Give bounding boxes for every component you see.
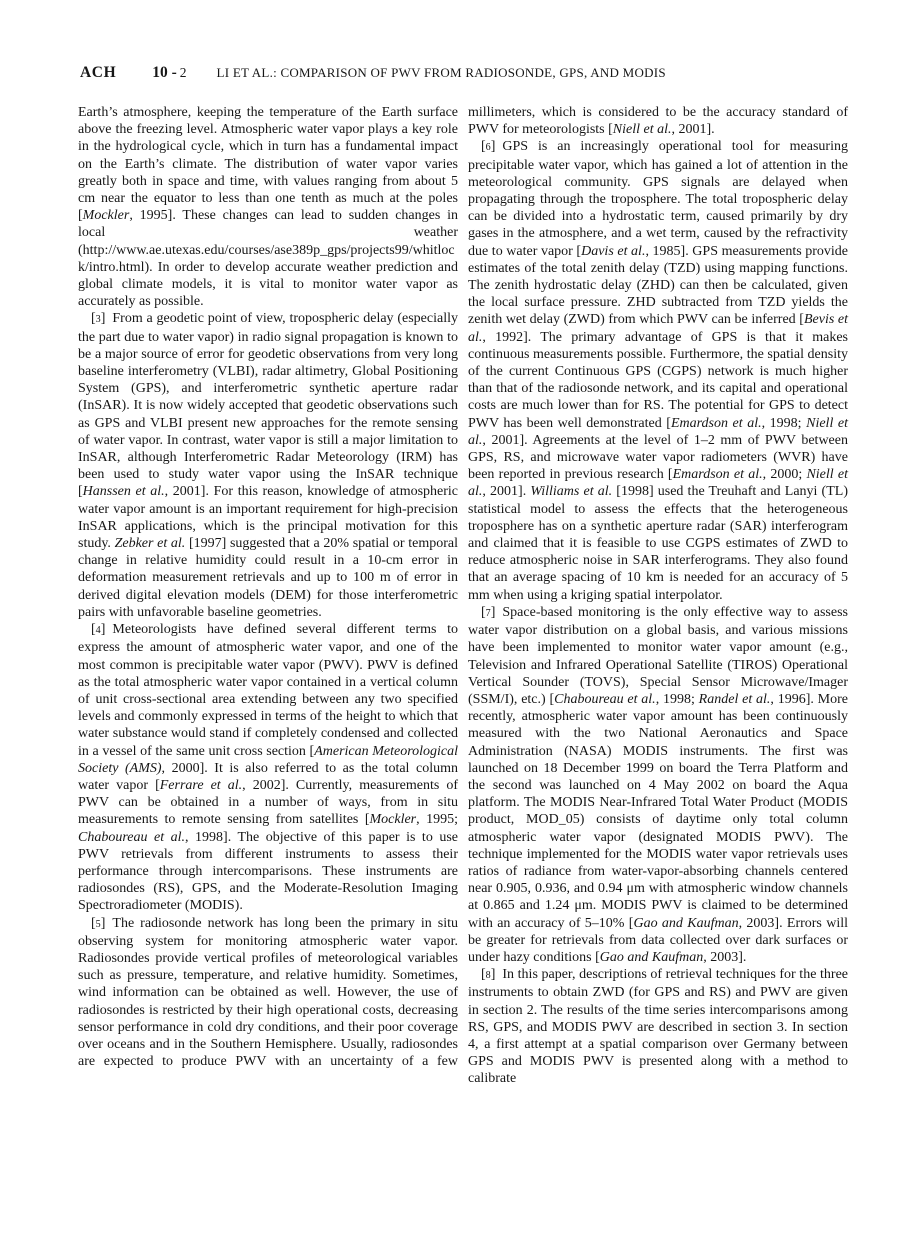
paragraph-continuation: Earth’s atmosphere, keeping the temperature of the Earth surface above the freezing level. Atmospheric water vapor plays a key role in the hydrological cycle, which in turn has a fundamental impact on the Earth’s climate. The distribution of water vapor varies greatly both in space and time, with values ranging from about 5 cm near the equator to less than one tenth as much at the poles [Mockler, 1995]. These changes can lead to sudden changes in local weather (http://www.ae.utexas.edu/courses/ase389p_gps/projects99/whitlock/intro.html). In order to develop accurate weather prediction and global climate models, it is vital to monitor water vapor as accurately as possible. <box>78 105 458 310</box>
paragraph-continuation: millimeters, which is considered to be the accuracy standard of PWV for meteorologists [Niell et al., 2001]. <box>468 105 848 138</box>
italic-citation: Williams et al. <box>530 484 613 500</box>
page-number: 2 <box>179 65 187 80</box>
italic-citation: Gao and Kaufman <box>599 949 704 965</box>
italic-citation: Davis et al. <box>581 243 646 259</box>
paragraph-number-digit: 5 <box>95 918 101 930</box>
paragraph-number-digit: 6 <box>485 142 491 154</box>
article-label: 10 - <box>152 64 177 81</box>
paragraph-number-digit: 7 <box>485 607 491 619</box>
paragraph-8: [8] In this paper, descriptions of retrieval techniques for the three instruments to obtain ZWD (for GPS and RS) and PWV are given in section 2. The results of the time series intercomparisons among RS, GPS, and MODIS PWV are described in section 3. In section 4, a first attempt at a spatial comparison over Germany between GPS and MODIS PWV is presented along with a method to calibrate <box>468 967 848 1087</box>
italic-citation: Hanssen et al. <box>82 484 165 500</box>
italic-citation: Emardson et al. <box>670 415 762 431</box>
italic-citation: Emardson et al. <box>672 467 763 483</box>
paragraph-7: [7] Space-based monitoring is the only effective way to assess water vapor distribution on a global basis, and various missions have been implemented to monitor water vapor amount (e.g., Television and Infrared Operational Satellite (TIROS) Operational Vertical Sounder (TOVS), Special Sensor Microwave/Imager (SSM/I), etc.) [Chaboureau et al., 1998; Randel et al., 1996]. More recently, atmospheric water vapor amount has been continuously measured with the two National Aeronautics and Space Administration (NASA) MODIS instruments. The first was launched on 18 December 1999 on board the Terra Platform and the second was launched on 4 May 2002 on board the Aqua platform. The MODIS Near-Infrared Total Water Product (MODIS product, MOD_05) consists of daytime only total column atmospheric water vapor (designated MODIS PWV). The technique implemented for the MODIS water vapor retrievals uses ratios of radiance from water-vapor-absorbing channels centered near 0.905, 0.936, and 0.94 μm with atmospheric window channels at 0.865 and 1.24 μm. MODIS PWV is claimed to be determined with an accuracy of 5–10% [Gao and Kaufman, 2003]. Errors will be greater for retrievals from data collected over dark surfaces or under hazy conditions [Gao and Kaufman, 2003]. <box>468 604 848 965</box>
italic-citation: American Meteorological Society (AMS) <box>78 743 459 776</box>
column-right <box>468 104 848 1088</box>
running-title: LI ET AL.: COMPARISON OF PWV FROM RADIOSONDE, GPS, AND MODIS <box>216 65 666 80</box>
paragraph-number: [7] <box>481 604 496 620</box>
paragraph-number-digit: 8 <box>485 970 491 982</box>
paragraph-number: [5] <box>91 915 106 931</box>
paragraph-number: [4] <box>91 622 106 638</box>
paragraph-number-digit: 3 <box>95 314 101 326</box>
italic-citation: Ferrare et al. <box>159 777 243 793</box>
italic-citation: Bevis et al. <box>468 312 849 345</box>
italic-citation: Niell et al. <box>468 415 848 448</box>
running-header <box>80 64 852 82</box>
paragraph-number: [3] <box>91 311 106 327</box>
italic-citation: Randel et al. <box>698 691 771 707</box>
paragraph-4: [4] Meteorologists have defined several different terms to express the amount of atmospheric water vapor, and one of the most common is precipitable water vapor (PWV). PWV is defined as the total atmospheric water vapor contained in a vertical column of unit cross-sectional area extending between any two specified levels and commonly expressed in terms of the height to which that water substance would stand if completely condensed and collected in a vessel of the same unit cross section [American Meteorological Society (AMS), 2000]. It is also referred to as the total column water vapor [Ferrare et al., 2002]. Currently, measurements of PWV can be obtained in a number of ways, from in situ measurements to remote sensing from satellites [Mockler, 1995; Chaboureau et al., 1998]. The objective of this paper is to use PWV retrievals from different instruments to assess their performance through intercomparisons. These instruments are radiosondes (RS), GPS, and the Moderate-Resolution Imaging Spectroradiometer (MODIS). <box>78 622 459 914</box>
paragraph-number: [6] <box>481 139 496 155</box>
italic-citation: Gao and Kaufman <box>633 915 739 931</box>
italic-citation: Niell et al. <box>612 122 672 138</box>
paragraph-6: [6] GPS is an increasingly operational tool for measuring precipitable water vapor, which has gained a lot of attention in the meteorological community. GPS signals are delayed when propagating through the troposphere. The total tropospheric delay can be divided into a hydrostatic term, caused primarily by dry gases in the atmosphere, and a wet term, caused by the refractivity due to water vapor [Davis et al., 1985]. GPS measurements provide estimates of the total zenith delay (TZD) using mapping functions. The zenith hydrostatic delay (ZHD) can then be calculated, given the local surface pressure. ZHD subtracted from TZD yields the zenith wet delay (ZWD) from which PWV can be inferred [Bevis et al., 1992]. The primary advantage of GPS is that it makes continuous measurements possible. Furthermore, the spatial density of the current Continuous GPS (CGPS) network is much higher than that of the radiosonde network, and its capital and operational costs are much lower than for RS. The potential for GPS to detect PWV has been well demonstrated [Emardson et al., 1998; Niell et al., 2001]. Agreements at the level of 1–2 mm of PWV between GPS, RS, and microwave water vapor radiometers (WVR) have been reported in previous research [Emardson et al., 2000; Niell et al., 2001]. Williams et al. [1998] used the Treuhaft and Lanyi (TL) statistical model to assess the effects that the heterogeneous troposphere has on a synthetic aperture radar (SAR) interferogram and claimed that it is feasible to use CGPS estimates of ZWD to reduce atmospheric noise in SAR interferograms. They also found that an average spacing of 10 km is needed for an accuracy of 5 mm when using a kriging spatial interpolator. <box>468 139 849 603</box>
column-left <box>78 104 458 1088</box>
paragraph-3: [3] From a geodetic point of view, tropospheric delay (especially the part due to water vapor) in radio signal propagation is known to be a major source of error for geodetic observations from very long baseline interferometry (VLBI), radar altimetry, Global Positioning System (GPS), and interferometric synthetic aperture radar (InSAR). It is now widely accepted that geodetic observations such as GPS and VLBI present new approaches for the remote sensing of water vapor. In contrast, water vapor is still a major limitation to InSAR, although Interferometric Radar Meteorology (IRM) has been used to study water vapor using the InSAR technique [Hanssen et al., 2001]. For this reason, knowledge of atmospheric water vapor amount is an important requirement for high-precision InSAR applications, which is the principal motivation for this study. Zebker et al. [1997] suggested that a 20% spatial or temporal change in relative humidity could result in a 10-cm error in deformation measurement retrievals and up to 100 m of error in derived digital elevation models (DEM) for those interferometric pairs with unfavorable baseline geometries. <box>78 311 459 620</box>
article-body <box>78 104 848 1088</box>
italic-citation: Chaboureau et al. <box>554 691 656 707</box>
italic-citation: Zebker et al. <box>114 536 186 552</box>
italic-citation: Chaboureau et al. <box>78 829 186 845</box>
article-page-number <box>152 64 186 82</box>
paragraph-number-digit: 4 <box>95 625 101 637</box>
italic-citation: Mockler <box>82 208 130 224</box>
italic-citation: Niell et al. <box>468 467 849 500</box>
paragraph-number: [8] <box>481 967 496 983</box>
paragraph-5: [5] The radiosonde network has long been the primary in situ observing system for monitoring atmospheric water vapor. Radiosondes provide vertical profiles of meteorological variables such as pressure, temperature, and relative humidity. Sometimes, wind information can be obtained as well. However, the use of radiosondes is restricted by their high operational costs, decreasing sensor performance in cold dry conditions, and their poor coverage over oceans and in the Southern Hemisphere. Usually, radiosondes are expected to produce PWV with an uncertainty of a few <box>78 915 458 1070</box>
journal-code: ACH <box>80 64 117 81</box>
italic-citation: Mockler <box>369 812 417 828</box>
